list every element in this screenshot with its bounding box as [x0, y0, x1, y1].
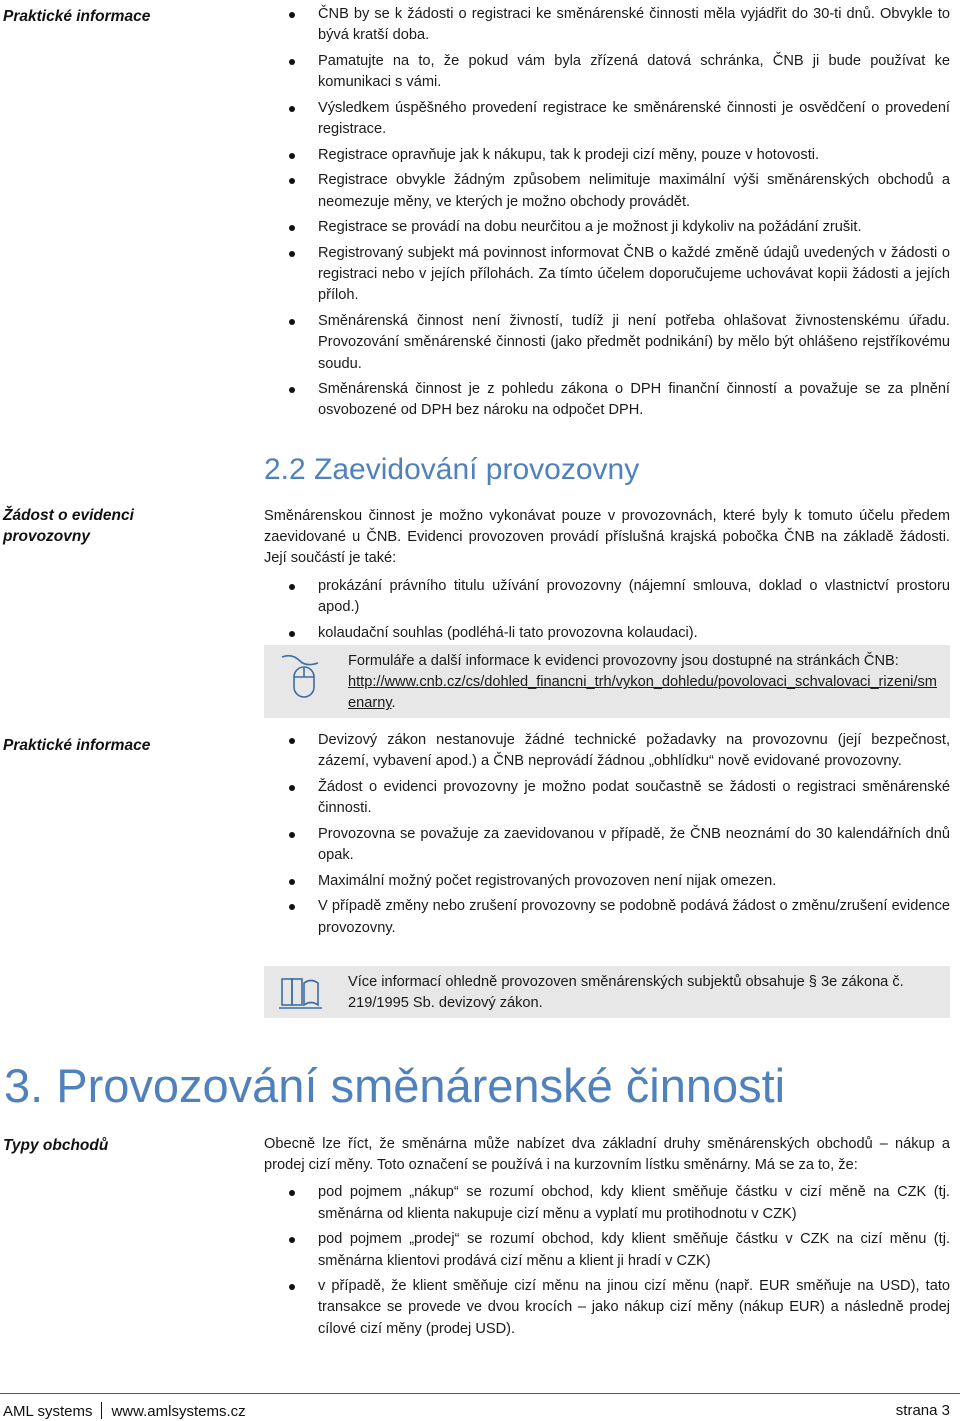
- list-item: Provozovna se považuje za zaevidovanou v případě, že ČNB neoznámí do 30 kalendářních dnů opak.: [264, 824, 950, 866]
- section1-bullets-block: [264, 4, 950, 426]
- list-item: Směnárenská činnost je z pohledu zákona o DPH finanční činností a považuje se za plnění osvobozené od DPH bez nároku na odpočet DPH.: [264, 379, 950, 421]
- section2-intro-block: [264, 506, 950, 648]
- list-item: Žádost o evidenci provozovny je možno podat součastně se žádosti o registraci směnárenské činnosti.: [264, 777, 950, 819]
- side-label-trade-types: Typy obchodů: [3, 1137, 109, 1154]
- info-box-law: [264, 966, 950, 1018]
- side-label-practical-info-2: Praktické informace: [3, 737, 151, 754]
- list-item: Registrace se provádí na dobu neurčitou a je možnost ji kdykoliv na požádání zrušit.: [264, 217, 950, 238]
- list-item: prokázání právního titulu užívání provozovny (nájemní smlouva, doklad o vlastnictví prostoru apod.): [264, 576, 950, 618]
- list-item: Výsledkem úspěšného provedení registrace ke směnárenské činnosti je osvědčení o provedení registrace.: [264, 98, 950, 140]
- list-item: Registrace opravňuje jak k nákupu, tak k prodeji cizí měny, pouze v hotovosti.: [264, 145, 950, 166]
- section3-block: [264, 1134, 950, 1344]
- section3-intro: Obecně lze říct, že směnárna může nabízet dva základní druhy směnárenských obchodů – nákup a prodej cizí měny. Toto označení se používá i na kurzovním lístku směnárny. Má se za to, že:: [264, 1136, 950, 1174]
- section1-bullet-list: [264, 4, 950, 422]
- list-item: Pamatujte na to, že pokud vám byla zřízená datová schránka, ČNB ji bude používat ke komunikaci s vámi.: [264, 51, 950, 93]
- list-item: Registrace obvykle žádným způsobem nelimituje maximální výši směnárenských obchodů a neomezuje měny, ve kterých je možno obchody provádět.: [264, 170, 950, 212]
- footer-divider: [0, 1393, 960, 1394]
- side-label-practical-info: Praktické informace: [3, 8, 151, 25]
- section2-practical-list: [264, 730, 950, 939]
- mouse-icon: [278, 653, 322, 706]
- list-item: Devizový zákon nestanovuje žádné technické požadavky na provozovnu (její bezpečnost, zázemí, vybavení apod.) a ČNB neprovádí žádnou „obhlídku“ nově evidované provozovny.: [264, 730, 950, 772]
- footer-page-number: strana 3: [895, 1402, 950, 1419]
- footer-separator: [101, 1402, 102, 1419]
- footer-left: [3, 1402, 246, 1421]
- section-heading-2-2: 2.2 Zaevidování provozovny: [264, 453, 640, 486]
- list-item: Maximální možný počet registrovaných provozoven není nijak omezen.: [264, 871, 950, 892]
- list-item: v případě, že klient směňuje cizí měnu na jinou cizí měnu (např. EUR směňuje na USD), tato transakce se provede ve dvou krocích – jako nákup cizí měny (nákup EUR) a následně prodej cílové cizí měny (prodej USD).: [264, 1276, 950, 1340]
- list-item: ČNB by se k žádosti o registraci ke směnárenské činnosti měla vyjádřit do 30-ti dnů. Obvykle to bývá kratší doba.: [264, 4, 950, 46]
- list-item: Registrovaný subjekt má povinnost informovat ČNB o každé změně údajů uvedených v žádosti o registraci nebo v jejích přílohách. Za tímto účelem doporučujeme uchovávat kopii žádosti a jejích příloh.: [264, 243, 950, 307]
- footer-website-link[interactable]: www.amlsystems.cz: [111, 1403, 246, 1420]
- info-forms-label: Formuláře a další informace k evidenci provozovny jsou dostupné na stránkách ČNB:: [348, 653, 899, 669]
- list-item: Směnárenská činnost není živností, tudíž ji není potřeba ohlašovat živnostenskému úřadu. Provozování směnárenské činnosti (jako předmět podnikání) by mělo být ohlášeno rejstříkovému soudu.: [264, 311, 950, 375]
- footer-company: AML systems: [3, 1403, 93, 1420]
- chapter-heading-3: 3. Provozování směnárenské činnosti: [4, 1059, 786, 1112]
- list-item: V případě změny nebo zrušení provozovny se podobně podává žádost o změnu/zrušení evidence provozovny.: [264, 896, 950, 938]
- list-item: pod pojmem „nákup“ se rozumí obchod, kdy klient směňuje částku v cizí měně na CZK (tj. směnárna od klienta nakupuje cizí měnu a vyplatí mu protihodnotu v CZK): [264, 1182, 950, 1224]
- cnb-forms-link[interactable]: http://www.cnb.cz/cs/dohled_financni_trh/vykon_dohledu/povolovaci_schvalovaci_rizeni/smenarny: [348, 674, 937, 712]
- info-box-forms: [264, 645, 950, 718]
- list-item: kolaudační souhlas (podléhá-li tato provozovna kolaudaci).: [264, 623, 950, 644]
- book-icon: [278, 975, 324, 1018]
- list-item: pod pojmem „prodej“ se rozumí obchod, kdy klient směňuje částku v CZK na cizí měnu (tj. směnárna klientovi prodává cizí měnu a klient ji hradí v CZK): [264, 1229, 950, 1271]
- info-box-forms-text: [348, 651, 942, 715]
- section2-practical-block: [264, 730, 950, 943]
- info-forms-end: .: [391, 695, 396, 712]
- section3-bullet-list: [264, 1182, 950, 1339]
- section2-bullet-list: [264, 576, 950, 644]
- section2-intro: Směnárenskou činnost je možno vykonávat pouze v provozovnách, které byly k tomuto účelu předem zaevidované u ČNB. Evidenci provozoven provádí příslušná krajská pobočka ČNB na základě žádosti. Její součástí je také:: [264, 508, 950, 567]
- side-label-registration-request: Žádost o evidenci provozovny: [3, 507, 134, 545]
- info-box-law-text: Více informací ohledně provozoven směnárenských subjektů obsahuje § 3e zákona č. 219/1995 Sb. devizový zákon.: [348, 974, 904, 1012]
